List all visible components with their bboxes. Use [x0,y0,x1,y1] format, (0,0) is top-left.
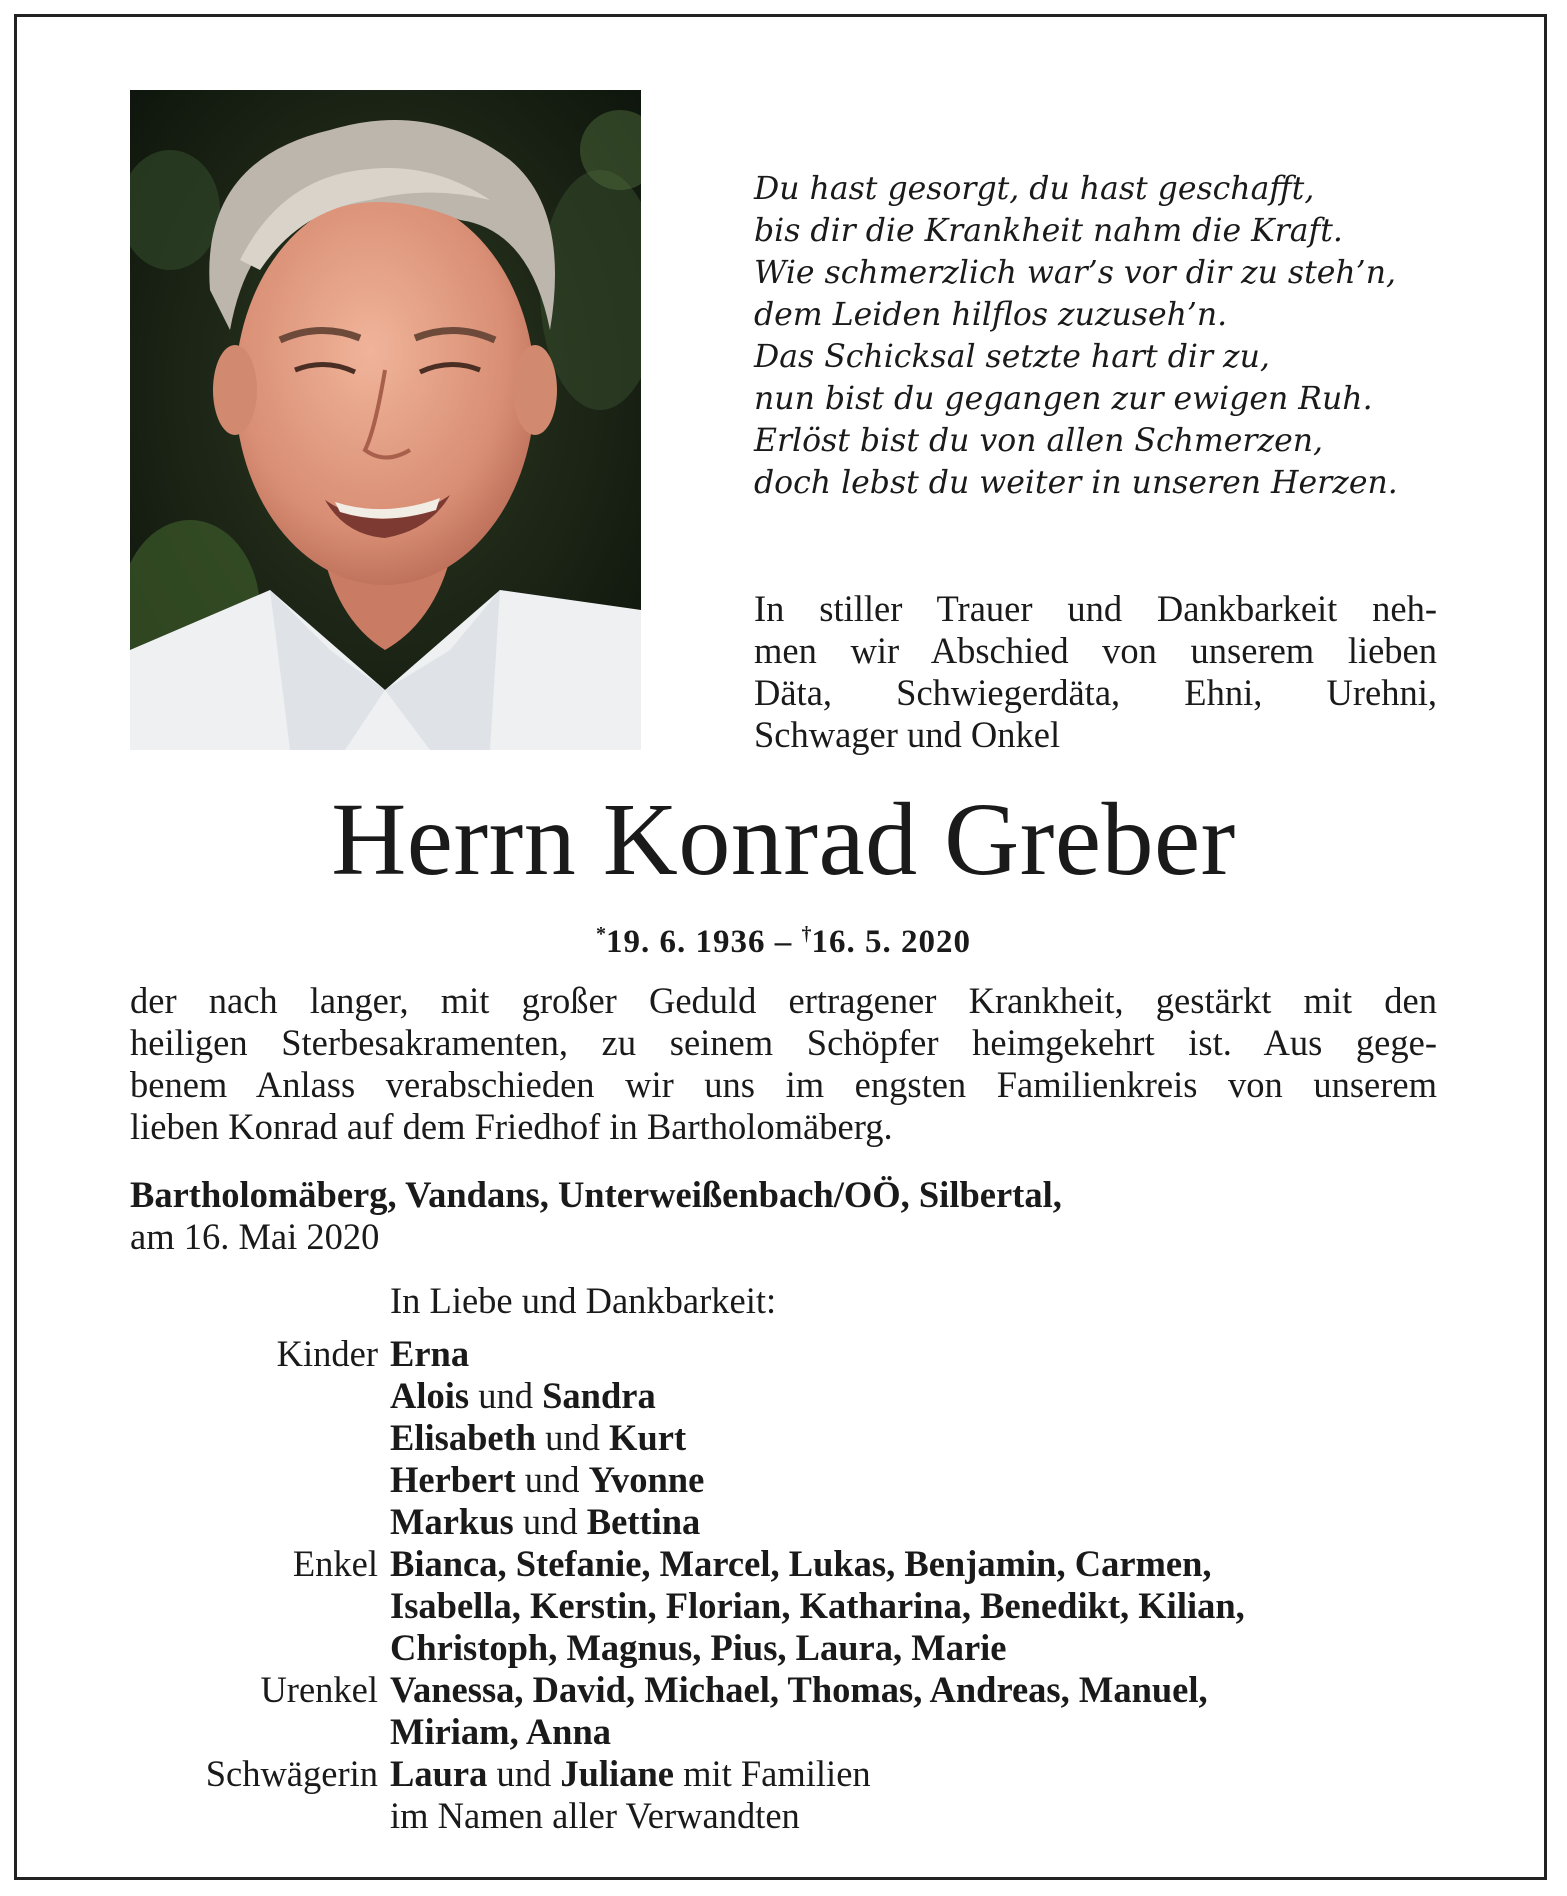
conjunction: und [524,1459,580,1500]
partner-name: Bettina [586,1501,701,1542]
death-mark: † [801,923,812,945]
great-grandchildren-names: Vanessa, David, Michael, Thomas, Andreas, Manuel, [390,1669,1208,1710]
poem-line: bis dir die Krankheit nahm die Kraft. [754,213,1343,249]
poem-line: Wie schmerzlich war’s vor dir zu steh’n, [754,255,1396,291]
death-date: 16. 5. 2020 [811,924,971,960]
poem-line: Du hast gesorgt, du hast geschafft, [754,171,1315,207]
partner-name: Kurt [609,1417,687,1458]
child-name: Markus [390,1501,514,1542]
closing-line: im Namen aller Verwandten [390,1795,800,1836]
partner-name: Sandra [542,1375,656,1416]
urenkel-label: Urenkel [260,1669,378,1710]
enkel-label: Enkel [292,1543,378,1584]
family-row [130,1795,1450,1837]
sister-in-law-name: Juliane [560,1753,674,1794]
family-row [130,1501,1450,1543]
poem-line: Das Schicksal setzte hart dir zu, [754,339,1270,375]
family-row [130,1711,1450,1753]
intro-line: Schwager und Onkel [754,714,1061,755]
place-date: am 16. Mai 2020 [130,1216,380,1257]
kinder-label: Kinder [276,1333,378,1374]
family-row [130,1585,1450,1627]
body-line: der nach langer, mit großer Geduld ertragener Krankheit, gestärkt mit den [130,980,1437,1021]
family-row [130,1627,1450,1669]
child-name: Erna [390,1333,470,1374]
poem-line: dem Leiden hilflos zuzuseh’n. [754,297,1228,333]
conjunction: und [478,1375,533,1416]
child-name: Alois [390,1375,470,1416]
conjunction: und [522,1501,578,1542]
child-name: Elisabeth [390,1417,537,1458]
intro-text [754,588,1437,756]
birth-mark: * [596,923,606,945]
conjunction: und [496,1753,552,1794]
deceased-name: Herrn Konrad Greber [331,782,1236,897]
sister-in-law-name: Laura [390,1753,488,1794]
family-row [130,1459,1450,1501]
intro-line: Däta, Schwiegerdäta, Ehni, Urehni, [754,672,1437,713]
body-line: lieben Konrad auf dem Friedhof in Bartholomäberg. [130,1106,893,1147]
child-name: Herbert [390,1459,516,1500]
intro-line: In stiller Trauer und Dankbarkeit neh- [754,588,1437,629]
grandchildren-names: Bianca, Stefanie, Marcel, Lukas, Benjamin, Carmen, [390,1543,1212,1584]
poem [754,168,1398,504]
family-row-enkel [130,1543,1450,1585]
grandchildren-names: Christoph, Magnus, Pius, Laura, Marie [390,1627,1007,1668]
birth-date: 19. 6. 1936 – [606,924,793,960]
conjunction: und [545,1417,600,1458]
family-list [130,1333,1450,1837]
portrait-photo [130,90,641,750]
family-row-schwaegerin [130,1753,1450,1795]
body-text [130,980,1437,1148]
place-towns: Bartholomäberg, Vandans, Unterweißenbach/OÖ, Silbertal, [130,1174,1062,1215]
thanks-heading: In Liebe und Dankbarkeit: [390,1280,777,1321]
place-and-date [130,1174,1062,1258]
poem-line: doch lebst du weiter in unseren Herzen. [754,465,1398,501]
family-row [130,1375,1450,1417]
schwaegerin-label: Schwägerin [205,1753,378,1794]
body-line: benem Anlass verabschieden wir uns im engsten Familienkreis von unserem [130,1064,1437,1105]
grandchildren-names: Isabella, Kerstin, Florian, Katharina, Benedikt, Kilian, [390,1585,1245,1626]
partner-name: Yvonne [588,1459,705,1500]
intro-line: men wir Abschied von unserem lieben [754,630,1437,671]
family-row [130,1417,1450,1459]
body-line: heiligen Sterbesakramenten, zu seinem Schöpfer heimgekehrt ist. Aus gege- [130,1022,1437,1063]
poem-line: nun bist du gegangen zur ewigen Ruh. [754,381,1373,417]
poem-line: Erlöst bist du von allen Schmerzen, [754,423,1324,459]
family-row-urenkel [130,1669,1450,1711]
life-dates [0,914,1567,962]
family-row-kinder [130,1333,1450,1375]
great-grandchildren-names: Miriam, Anna [390,1711,612,1752]
with-families: mit Familien [683,1753,871,1794]
